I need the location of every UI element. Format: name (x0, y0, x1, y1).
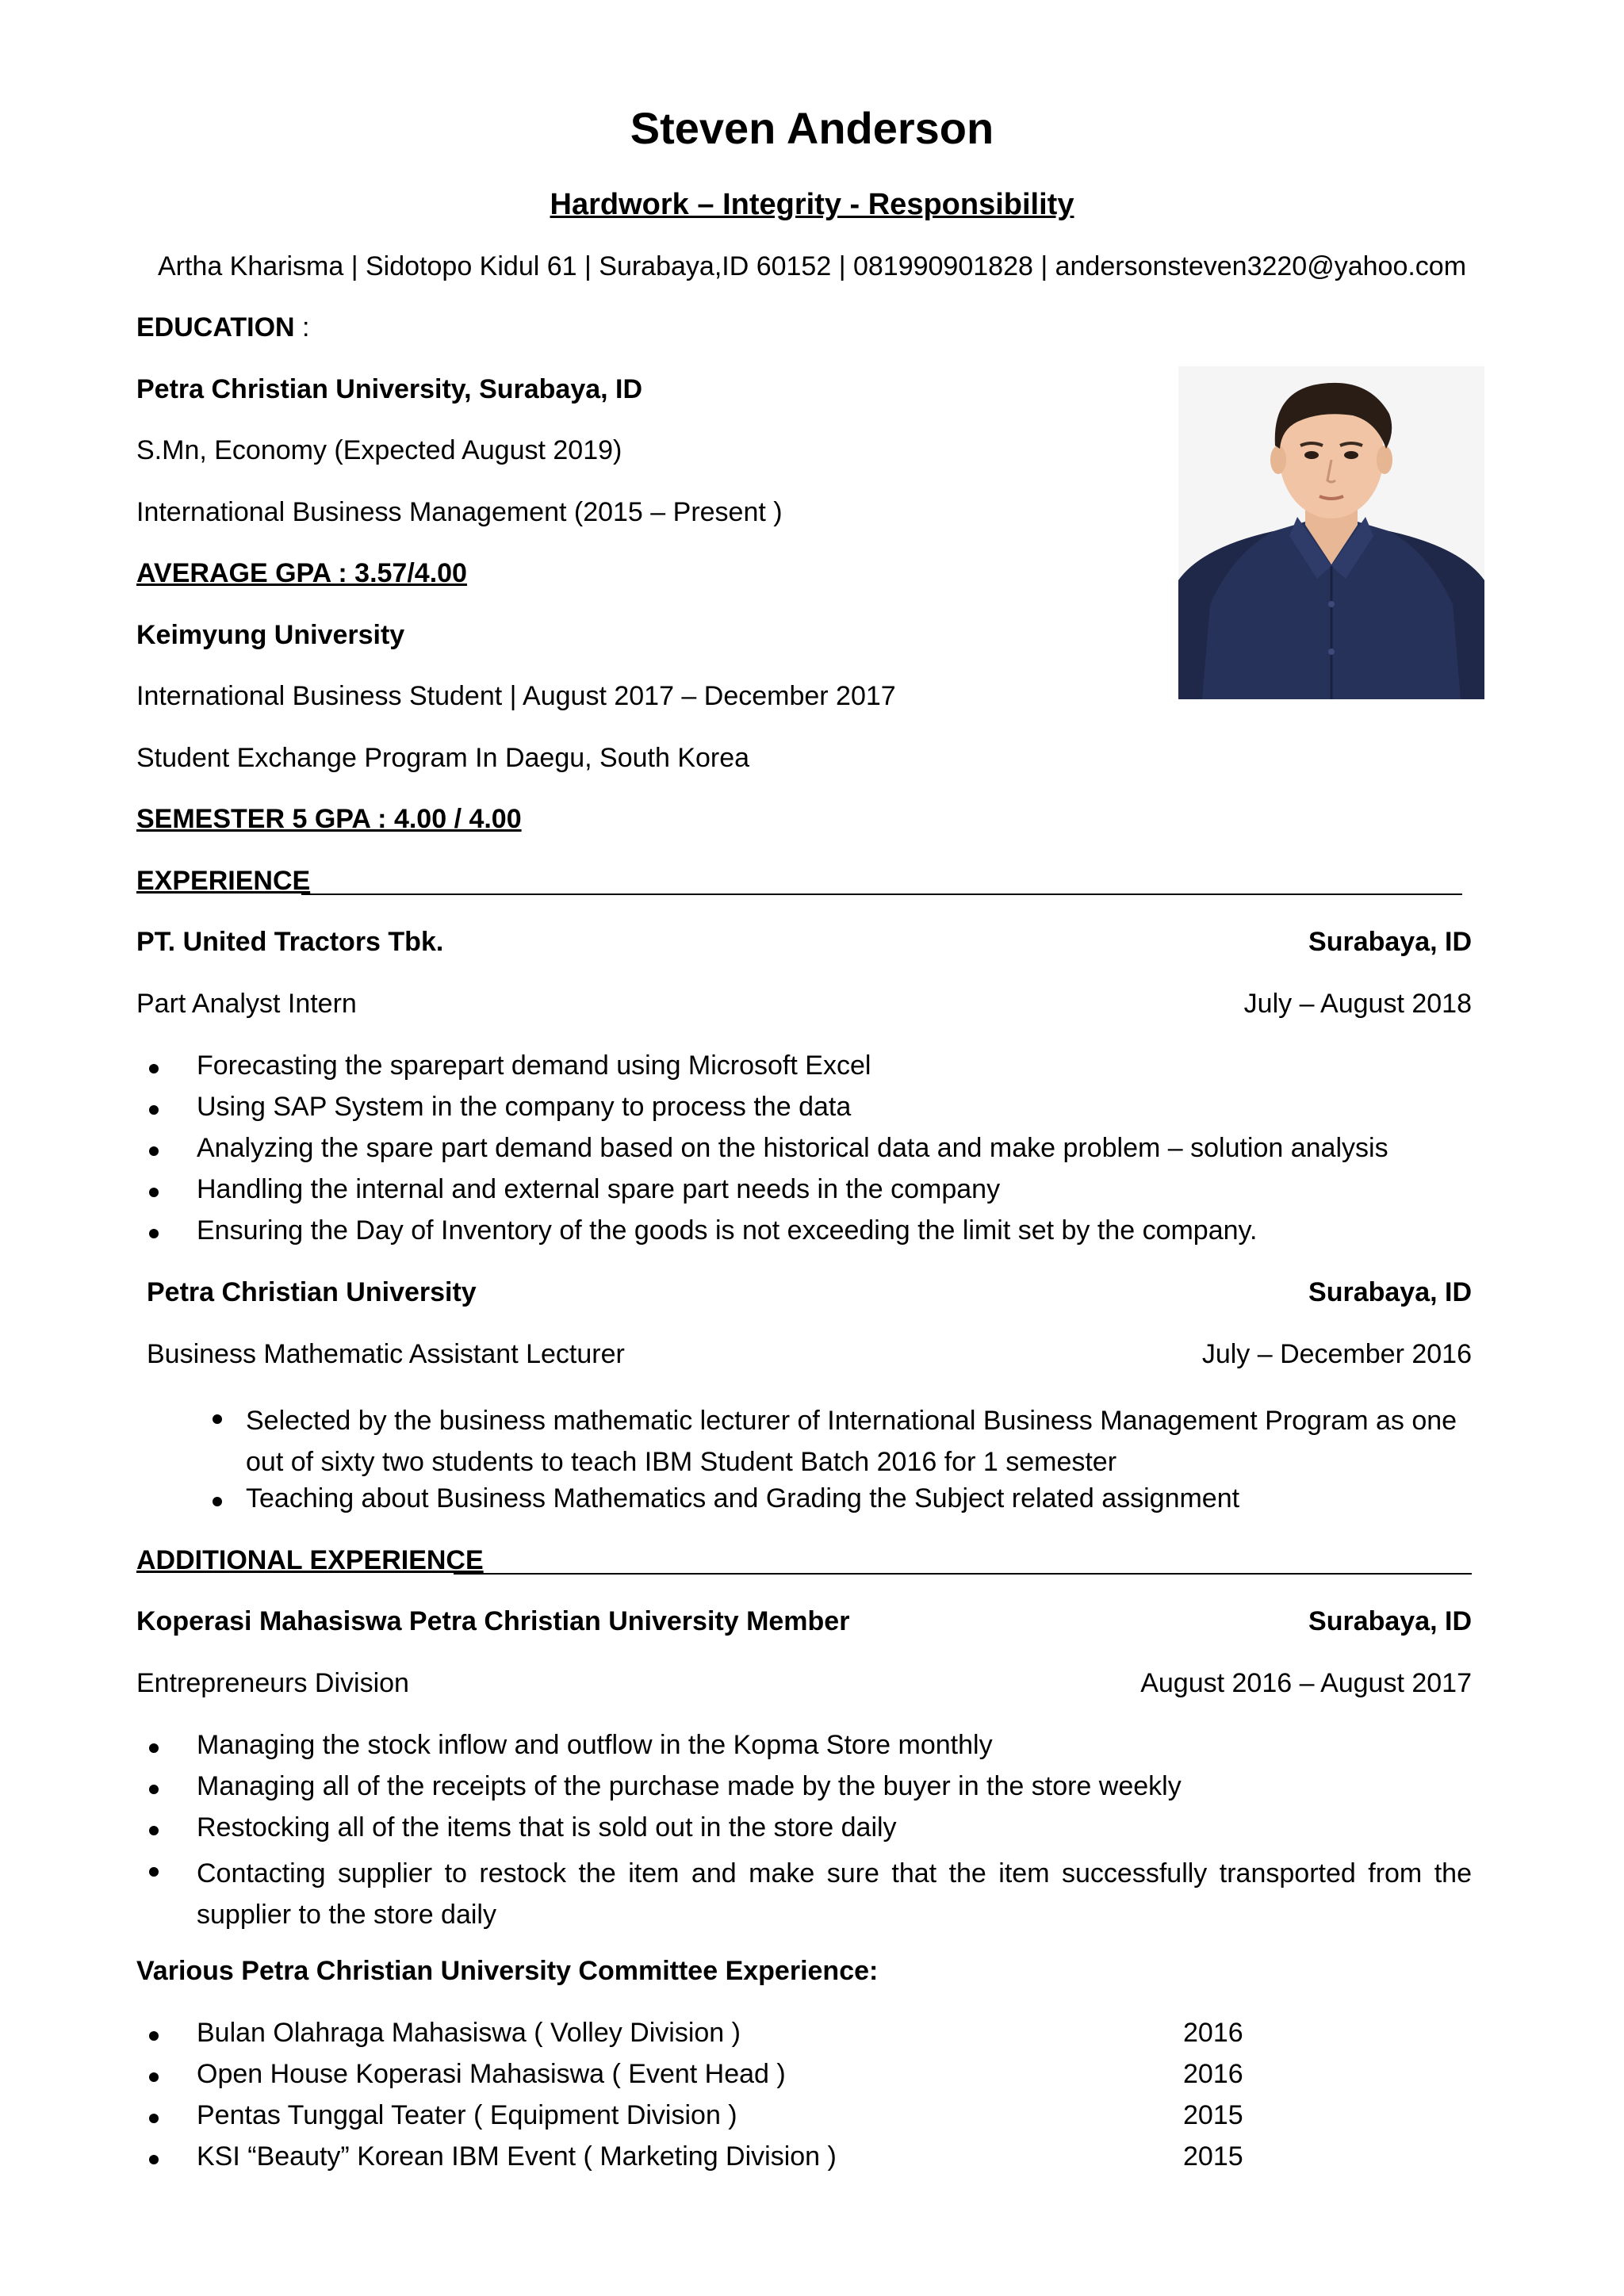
education-program: Student Exchange Program In Daegu, South Korea (136, 743, 750, 773)
bullet-icon (149, 1188, 159, 1197)
job-bullet: Forecasting the sparepart demand using Microsoft Excel (197, 1050, 871, 1081)
committee-item: KSI “Beauty” Korean IBM Event ( Marketing Division ) (197, 2141, 837, 2172)
job-location: Surabaya, ID (1308, 1277, 1472, 1307)
section-divider (301, 894, 1462, 895)
bullet-icon (149, 2031, 159, 2041)
resume-name: Steven Anderson (630, 103, 994, 153)
job-role: Business Mathematic Assistant Lecturer (147, 1339, 625, 1369)
committee-year: 2015 (1183, 2100, 1243, 2130)
bullet-icon (149, 1146, 159, 1156)
bullet-icon (149, 1785, 159, 1794)
job-bullet: Managing the stock inflow and outflow in the Kopma Store monthly (197, 1730, 993, 1760)
job-company: Koperasi Mahasiswa Petra Christian University Member (136, 1606, 850, 1636)
committee-year: 2016 (1183, 2018, 1243, 2048)
education-degree: International Business Student | August 2017 – December 2017 (136, 681, 896, 711)
tagline: Hardwork – Integrity - Responsibility (550, 188, 1074, 221)
profile-photo (1178, 366, 1484, 699)
job-role: Part Analyst Intern (136, 989, 357, 1019)
bullet-icon (149, 2114, 159, 2123)
job-dates: July – August 2018 (1243, 989, 1472, 1019)
bullet-icon (213, 1414, 222, 1424)
additional-heading: ADDITIONAL EXPERIENCE (136, 1545, 484, 1575)
bullet-icon (149, 2072, 159, 2082)
contact-line: Artha Kharisma | Sidotopo Kidul 61 | Surabaya,ID 60152 | 081990901828 | andersonsteven3220@yahoo.com (157, 251, 1467, 281)
job-bullet: Handling the internal and external spare part needs in the company (197, 1174, 1001, 1204)
bullet-icon (149, 2155, 159, 2164)
job-dates: July – December 2016 (1201, 1339, 1472, 1369)
job-bullet: Analyzing the spare part demand based on the historical data and make problem – solution analysis (197, 1133, 1388, 1163)
job-bullet: Using SAP System in the company to process the data (197, 1092, 852, 1122)
experience-heading: EXPERIENCE (136, 866, 311, 896)
job-bullet: Teaching about Business Mathematics and Grading the Subject related assignment (246, 1483, 1240, 1513)
bullet-icon (149, 1105, 159, 1115)
job-role: Entrepreneurs Division (136, 1668, 409, 1698)
education-heading: EDUCATION : (136, 312, 310, 342)
bullet-icon (149, 1064, 159, 1073)
bullet-icon (213, 1497, 222, 1506)
job-bullet: Managing all of the receipts of the purchase made by the buyer in the store weekly (197, 1771, 1182, 1801)
committee-item: Pentas Tunggal Teater ( Equipment Division ) (197, 2100, 737, 2130)
committee-heading: Various Petra Christian University Committee Experience: (136, 1956, 879, 1986)
committee-year: 2015 (1183, 2141, 1243, 2172)
job-bullet: Contacting supplier to restock the item and make sure that the item successfully transported from the supplier to the store daily (197, 1858, 1472, 1930)
education-school: Keimyung University (136, 620, 405, 650)
bullet-icon (149, 1826, 159, 1835)
section-divider (454, 1573, 1472, 1575)
job-bullet: Selected by the business mathematic lecturer of International Business Management Program as one out of sixty two students to teach IBM Student Batch 2016 for 1 semester (246, 1406, 1457, 1477)
bullet-icon (149, 1229, 159, 1238)
job-company: Petra Christian University (147, 1277, 477, 1307)
job-company: PT. United Tractors Tbk. (136, 927, 444, 957)
education-gpa: SEMESTER 5 GPA : 4.00 / 4.00 (136, 804, 522, 834)
job-bullet: Restocking all of the items that is sold out in the store daily (197, 1812, 897, 1843)
committee-item: Bulan Olahraga Mahasiswa ( Volley Division ) (197, 2018, 741, 2048)
committee-year: 2016 (1183, 2059, 1243, 2089)
job-location: Surabaya, ID (1308, 1606, 1472, 1636)
job-bullet: Ensuring the Day of Inventory of the goods is not exceeding the limit set by the company. (197, 1215, 1258, 1246)
bullet-icon (149, 1867, 159, 1877)
education-school: Petra Christian University, Surabaya, ID (136, 374, 643, 404)
education-gpa: AVERAGE GPA : 3.57/4.00 (136, 558, 467, 588)
education-program: International Business Management (2015 – Present ) (136, 497, 783, 527)
committee-item: Open House Koperasi Mahasiswa ( Event Head ) (197, 2059, 786, 2089)
education-degree: S.Mn, Economy (Expected August 2019) (136, 435, 622, 465)
job-dates: August 2016 – August 2017 (1140, 1668, 1472, 1698)
bullet-icon (149, 1743, 159, 1753)
job-location: Surabaya, ID (1308, 927, 1472, 957)
